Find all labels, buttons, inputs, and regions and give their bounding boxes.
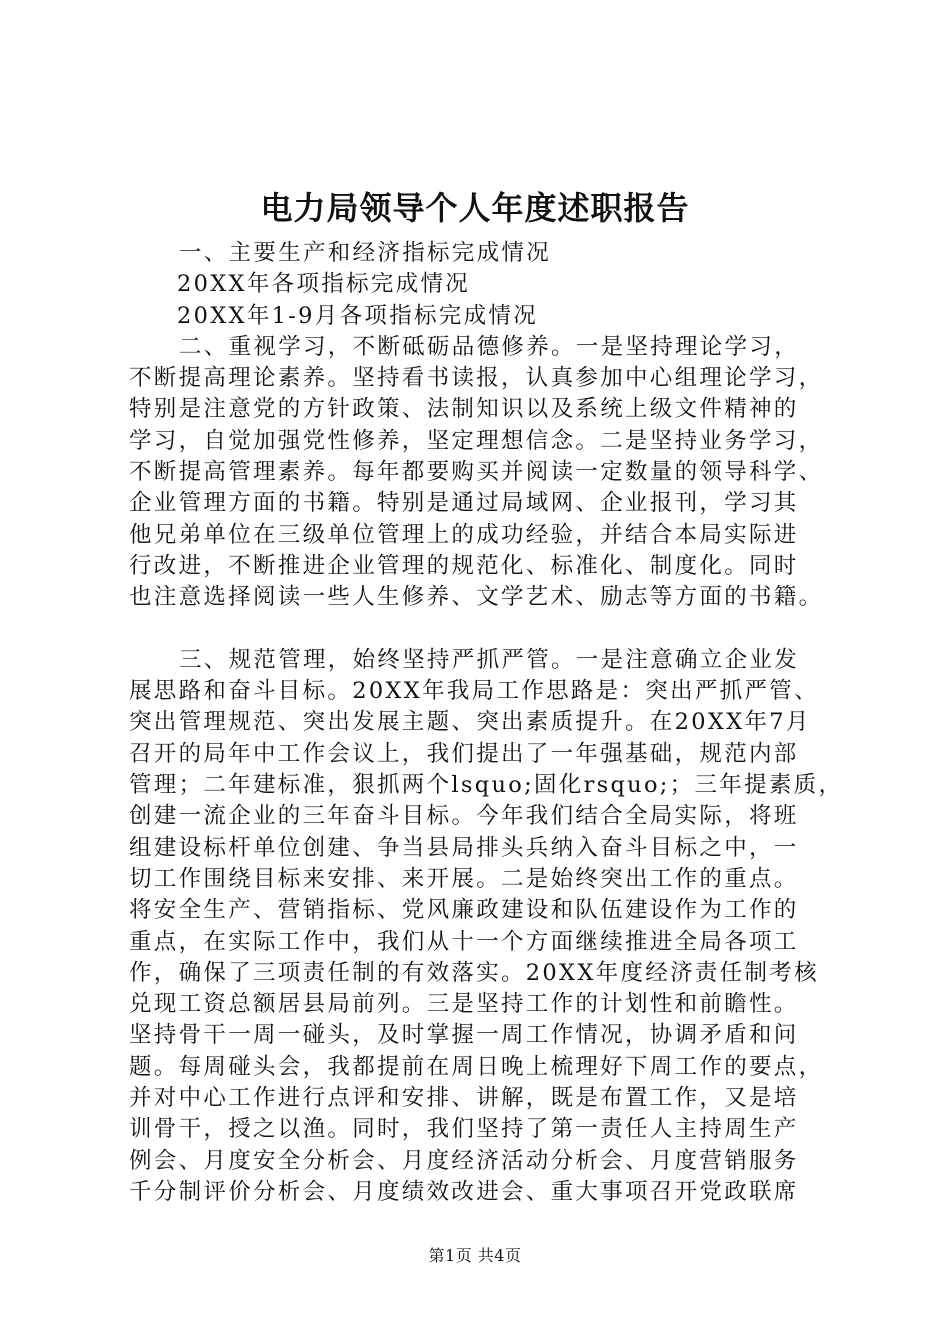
text-line: 学习，自觉加强党性修养，坚定理想信念。二是坚持业务学习，	[129, 427, 824, 454]
text-line: 管理；二年建标准，狠抓两个lsquo;固化rsquo;；三年提素质，	[129, 772, 844, 799]
text-line: 兑现工资总额居县局前列。三是坚持工作的计划性和前瞻性。	[129, 991, 799, 1018]
text-line: 一、主要生产和经济指标完成情况	[179, 240, 552, 266]
text-line: 他兄弟单位在三级单位管理上的成功经验，并结合本局实际进	[129, 521, 799, 548]
text-line: 作，确保了三项责任制的有效落实。20XX年度经济责任制考核	[129, 959, 819, 986]
text-line: 训骨干，授之以渔。同时，我们坚持了第一责任人主持周生产	[129, 1116, 799, 1143]
text-line: 20XX年各项指标完成情况	[177, 271, 471, 298]
text-line: 三、规范管理，始终坚持严抓严管。一是注意确立企业发	[179, 646, 800, 673]
text-line: 二、重视学习，不断砥砺品德修养。一是坚持理论学习，	[179, 333, 800, 360]
text-line: 展思路和奋斗目标。20XX年我局工作思路是：突出严抓严管、	[129, 678, 819, 705]
paragraph-spacer	[129, 614, 854, 645]
text-line: 创建一流企业的三年奋斗目标。今年我们结合全局实际，将班	[129, 803, 799, 830]
text-line: 并对中心工作进行点评和安排、讲解，既是布置工作，又是培	[129, 1085, 799, 1112]
text-line: 重点，在实际工作中，我们从十一个方面继续推进全局各项工	[129, 928, 799, 955]
text-line: 组建设标杆单位创建、争当县局排头兵纳入奋斗目标之中，一	[129, 834, 799, 861]
page-footer: 第1页 共4页	[428, 1246, 522, 1265]
text-line: 切工作围绕目标来安排、来开展。二是始终突出工作的重点。	[129, 865, 799, 892]
text-line: 特别是注意党的方针政策、法制知识以及系统上级文件精神的	[129, 396, 799, 423]
document-title: 电力局领导个人年度述职报告	[260, 189, 690, 227]
text-line: 坚持骨干一周一碰头，及时掌握一周工作情况，协调矛盾和问	[129, 1022, 799, 1049]
text-line: 不断提高理论素养。坚持看书读报，认真参加中心组理论学习，	[129, 365, 824, 392]
document-body	[129, 238, 854, 1208]
text-line: 召开的局年中工作会议上，我们提出了一年强基础，规范内部	[129, 740, 799, 767]
text-line: 千分制评价分析会、月度绩效改进会、重大事项召开党政联席	[129, 1178, 799, 1205]
text-line: 不断提高管理素养。每年都要购买并阅读一定数量的领导科学、	[129, 459, 824, 486]
text-line: 突出管理规范、突出发展主题、突出素质提升。在20XX年7月	[129, 709, 811, 736]
text-line: 行改进，不断推进企业管理的规范化、标准化、制度化。同时	[129, 552, 799, 579]
text-line: 题。每周碰头会，我都提前在周日晚上梳理好下周工作的要点，	[129, 1053, 824, 1080]
text-line: 企业管理方面的书籍。特别是通过局域网、企业报刊，学习其	[129, 490, 799, 517]
text-line: 也注意选择阅读一些人生修养、文学艺术、励志等方面的书籍。	[129, 584, 824, 611]
text-line: 20XX年1-9月各项指标完成情况	[177, 302, 538, 329]
text-line: 将安全生产、营销指标、党风廉政建设和队伍建设作为工作的	[129, 897, 799, 924]
text-line: 例会、月度安全分析会、月度经济活动分析会、月度营销服务	[129, 1147, 799, 1174]
